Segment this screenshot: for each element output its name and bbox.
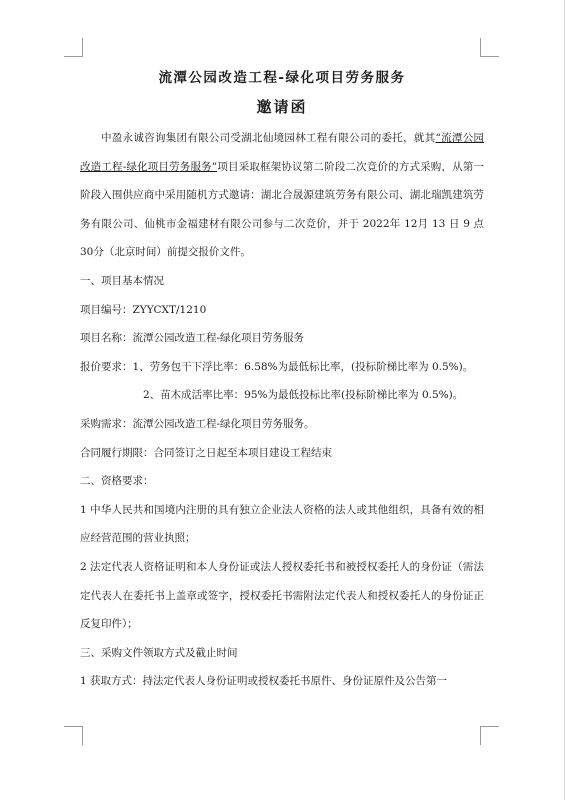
contract-period: 合同履行期限：合同签订之日起至本项目建设工程结束: [80, 446, 332, 459]
procurement-need: 采购需求：流潭公园改造工程-绿化项目劳务服务。: [80, 417, 315, 430]
section1-heading: 一、项目基本情况: [80, 274, 164, 287]
qualification-1: 1 中华人民共和国境内注册的具有独立企业法人资格的法人或其他组织，具备有效的相应经营范围的营业执照；: [80, 503, 484, 545]
section3-heading: 三、采购文件领取方式及截止时间: [80, 646, 238, 659]
project-link[interactable]: “流潭公园改造工程-绿化项目劳务服务”: [80, 132, 484, 173]
section2-heading: 二、资格要求：: [80, 475, 154, 488]
crop-mark-bottom-left: [64, 726, 83, 745]
project-number: 项目编号：ZYYCXT/1210: [80, 303, 207, 316]
intro-part1: 中盈永诚咨询集团有限公司受湖北仙境园林工程有限公司的委托，就其: [101, 132, 436, 144]
document-subtitle: 邀请函: [256, 98, 308, 116]
document-title: 流潭公园改造工程-绿化项目劳务服务: [158, 70, 406, 86]
crop-mark-bottom-right: [480, 726, 499, 745]
intro-part2: 项目采取框架协议第二阶段二次竞价的方式采购，从第一阶段入围供应商中采用随机方式邀请：湖北合晟源建筑劳务有限公司、湖北瑞凯建筑劳务有限公司、仙桃市金福建材有限公司参与二次竞价，并于 2022年 12月 13 日 9 点 30分（北京时间）前提交报价文件。: [80, 160, 484, 259]
crop-mark-top-right: [480, 38, 499, 57]
project-name: 项目名称：流潭公园改造工程-绿化项目劳务服务: [80, 332, 305, 345]
quote-requirement-2: 2、苗木成活率比率：95%为最低投标比率(投标阶梯比率为 0.5%)。: [143, 389, 464, 402]
qualification-2: 2 法定代表人资格证明和本人身份证或法人授权委托书和被授权委托人的身份证（需法定代表人在委托书上盖章或签字，授权委托书需附法定代表人和授权委托人的身份证正反复印件）；: [80, 560, 484, 631]
crop-mark-top-left: [64, 38, 83, 57]
document-body: [80, 66, 484, 696]
obtain-method-1: 1 获取方式：持法定代表人身份证明或授权委托书原件、身份证原件及公告第一: [80, 675, 448, 688]
intro-paragraph: [80, 124, 484, 267]
quote-requirement-1: 报价要求：1、劳务包干下浮比率：6.58%为最低标比率，(投标阶梯比率为 0.5%)。: [80, 360, 474, 373]
